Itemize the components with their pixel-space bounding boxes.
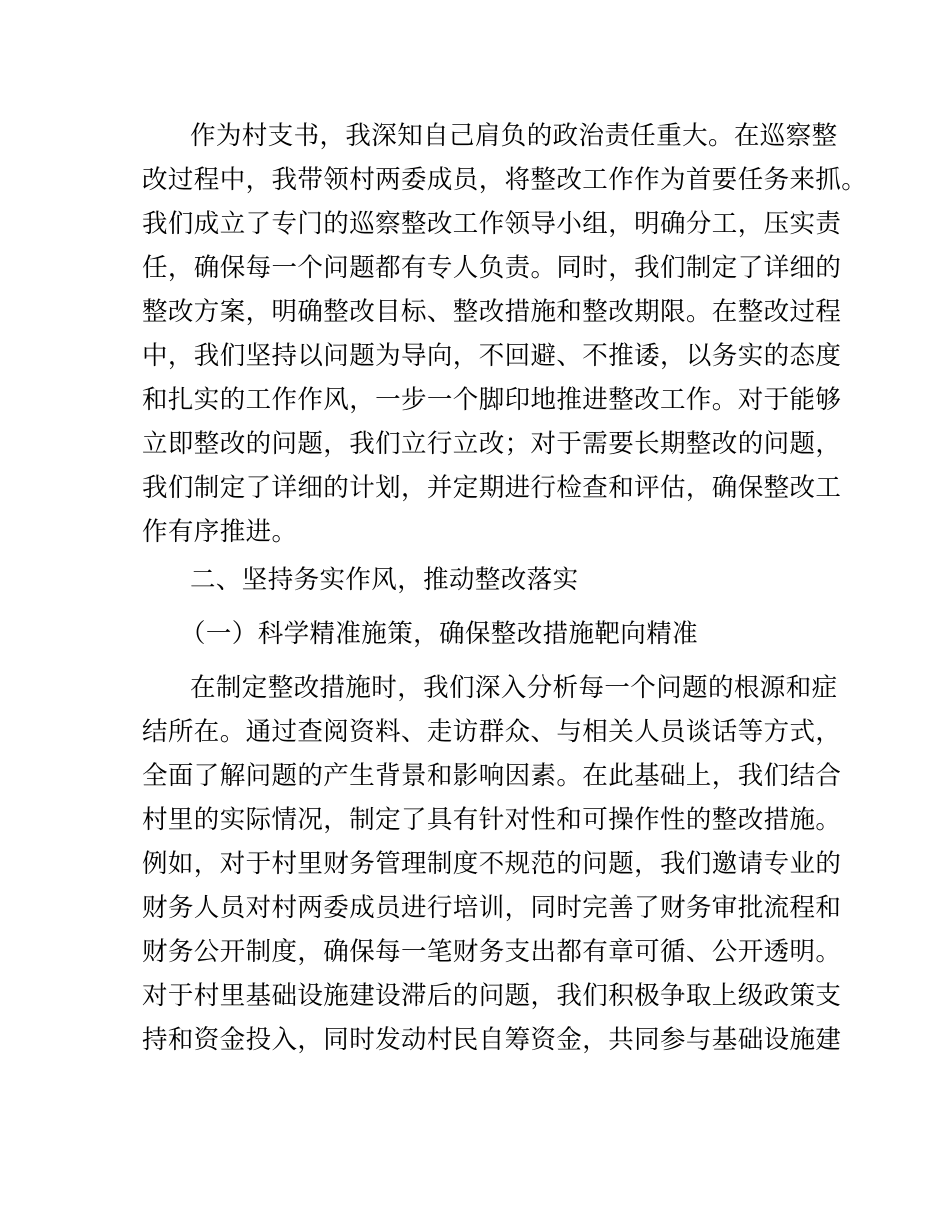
subsection-heading: （一）科学精准施策，确保整改措施靶向精准 xyxy=(180,619,699,649)
paragraph-line: 任，确保每一个问题都有专人负责。同时，我们制定了详细的 xyxy=(142,253,842,283)
paragraph-line: 我们成立了专门的巡察整改工作领导小组，明确分工，压实责 xyxy=(142,209,842,239)
paragraph-line: 我们制定了详细的计划，并定期进行检查和评估，确保整改工 xyxy=(142,473,842,503)
paragraph-line: 全面了解问题的产生背景和影响因素。在此基础上，我们结合 xyxy=(142,761,842,791)
paragraph-line: 村里的实际情况，制定了具有针对性和可操作性的整改措施。 xyxy=(142,805,842,835)
paragraph-line: 例如，对于村里财务管理制度不规范的问题，我们邀请专业的 xyxy=(142,849,842,879)
paragraph-line: 改过程中，我带领村两委成员，将整改工作作为首要任务来抓。 xyxy=(142,165,868,195)
section-heading: 二、坚持务实作风，推动整改落实 xyxy=(190,565,579,595)
paragraph-line: 财务公开制度，确保每一笔财务支出都有章可循、公开透明。 xyxy=(142,937,842,967)
paragraph-line: 立即整改的问题，我们立行立改；对于需要长期整改的问题， xyxy=(142,429,842,459)
paragraph-line: 结所在。通过查阅资料、走访群众、与相关人员谈话等方式， xyxy=(142,717,842,747)
paragraph-line: 作有序推进。 xyxy=(142,517,298,547)
paragraph-line: 财务人员对村两委成员进行培训，同时完善了财务审批流程和 xyxy=(142,893,842,923)
paragraph-line: 作为村支书，我深知自己肩负的政治责任重大。在巡察整 xyxy=(190,121,838,151)
paragraph-line: 在制定整改措施时，我们深入分析每一个问题的根源和症 xyxy=(190,673,838,703)
paragraph-line: 对于村里基础设施建设滞后的问题，我们积极争取上级政策支 xyxy=(142,981,842,1011)
paragraph-line: 和扎实的工作作风，一步一个脚印地推进整改工作。对于能够 xyxy=(142,385,842,415)
paragraph-line: 持和资金投入，同时发动村民自筹资金，共同参与基础设施建 xyxy=(142,1025,842,1055)
paragraph-line: 中，我们坚持以问题为导向，不回避、不推诿，以务实的态度 xyxy=(142,341,842,371)
paragraph-line: 整改方案，明确整改目标、整改措施和整改期限。在整改过程 xyxy=(142,297,842,327)
